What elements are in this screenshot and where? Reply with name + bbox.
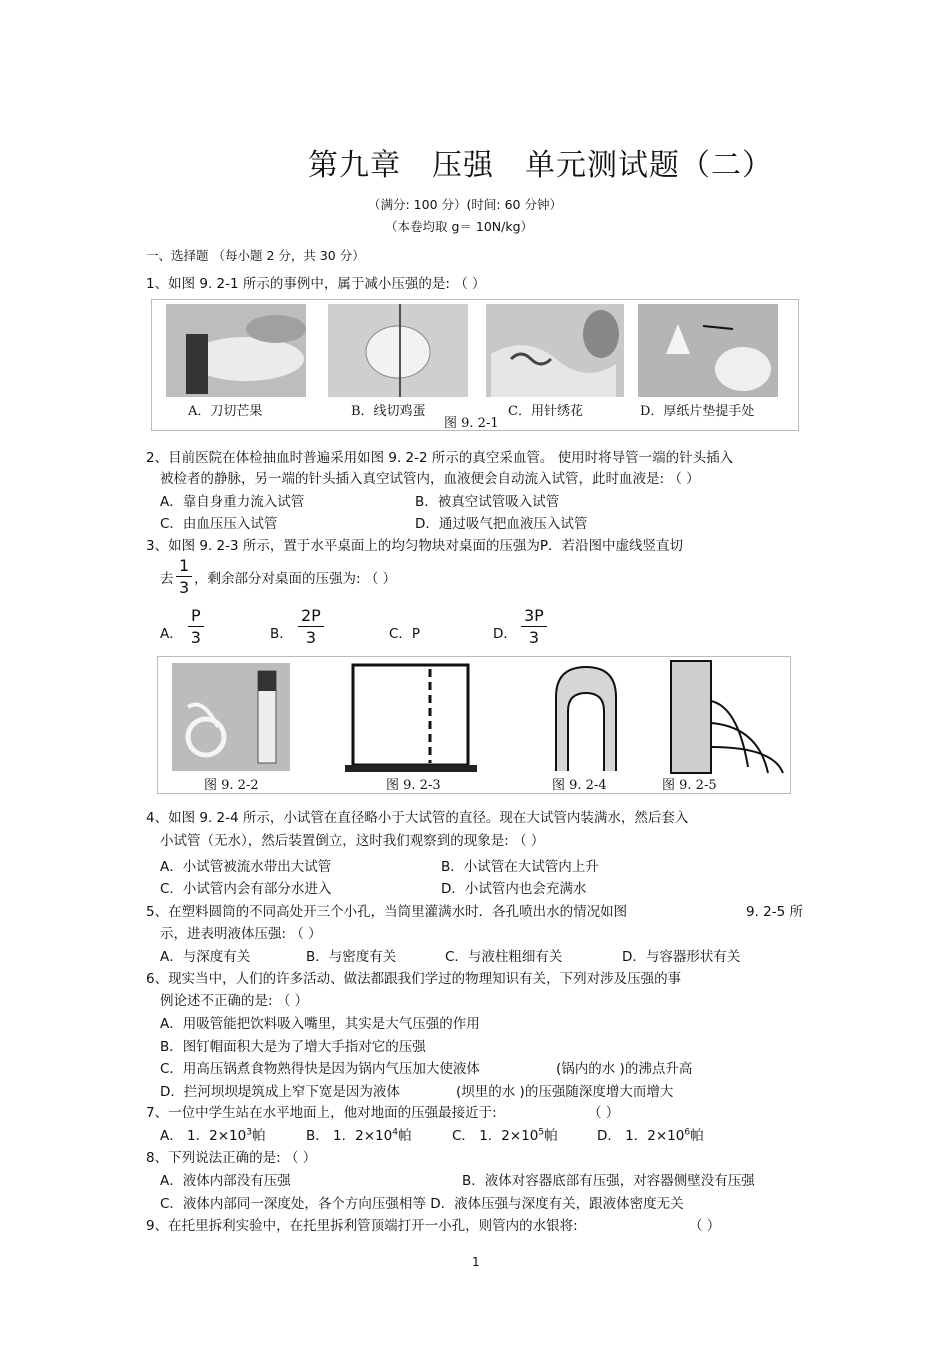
q2-option-d: D．通过吸气把血液压入试管	[415, 516, 588, 532]
q3-line1: 3、如图 9. 2-3 所示，置于水平桌面上的均匀物块对桌面的压强为P．若沿图中虚线竖直切	[146, 538, 684, 554]
page-number: 1	[472, 1255, 480, 1269]
q4-line2: 小试管（无水），然后装置倒立，这时我们观察到的现象是: （ ）	[160, 833, 545, 849]
q7-option-b	[306, 1124, 411, 1144]
fraction-numerator: P	[188, 606, 204, 627]
q7-option-b-unit: 帕	[397, 1128, 412, 1144]
figure-9-2-1	[151, 299, 799, 431]
figure-row-9-2-2-to-5	[157, 656, 791, 794]
q6-line1: 6、现实当中，人们的许多活动、做法都跟我们学过的物理知识有关，下列对涉及压强的事	[146, 971, 682, 987]
q7-option-d-unit: 帕	[690, 1128, 704, 1144]
q3-fraction-one-third	[176, 556, 192, 597]
q7-option-d-exp: 6	[684, 1127, 691, 1138]
q7-option-b-base: B． 1．2×10	[306, 1128, 393, 1144]
caption-b: B．线切鸡蛋	[351, 404, 426, 419]
q3-option-b-label: B．	[270, 626, 293, 642]
q3-line2-prefix: 去	[160, 571, 174, 587]
q9-stem: 9、在托里拆利实验中，在托里拆利管顶端打开一小孔，则管内的水银将:	[146, 1218, 578, 1234]
figure-label-9-2-5: 图 9. 2-5	[662, 778, 717, 793]
section-heading: 一、选择题 （每小题 2 分，共 30 分）	[146, 248, 365, 263]
q5-option-a: A．与深度有关	[160, 949, 251, 965]
needle-embroidery-illustration	[486, 304, 624, 397]
figure-label-9-2-4: 图 9. 2-4	[552, 778, 607, 793]
thread-egg-illustration	[328, 304, 468, 397]
q2-option-b: B．被真空试管吸入试管	[415, 494, 560, 510]
paper-handle-illustration	[638, 304, 778, 397]
q7-option-a-base: A． 1．2×10	[160, 1128, 247, 1144]
q7-option-a-unit: 帕	[251, 1128, 266, 1144]
fraction-numerator: 2P	[298, 606, 324, 627]
q7-option-c	[452, 1124, 558, 1144]
q7-option-c-base: C． 1．2×10	[452, 1128, 539, 1144]
figure-label-9-2-1: 图 9. 2-1	[444, 416, 499, 431]
q3-option-b-fraction	[298, 606, 324, 647]
q7-option-a-exp: 3	[246, 1127, 252, 1138]
page-title: 第九章 压强 单元测试题（二）	[308, 148, 773, 183]
photo-knife-mango	[166, 304, 306, 397]
q2-line1: 2、目前医院在体检抽血时普遍采用如图 9. 2-2 所示的真空采血管。 使用时将导管一端的针头插入	[146, 450, 734, 466]
photo-thread-egg	[328, 304, 468, 397]
q8-option-cd: C．液体内部同一深度处，各个方向压强相等 D．液体压强与深度有关，跟液体密度无关	[160, 1196, 684, 1212]
knife-mango-illustration	[166, 304, 306, 397]
figures-illustration	[158, 657, 790, 793]
q6-option-c: C．用高压锅煮食物熟得快是因为锅内气压加大使液体	[160, 1061, 480, 1077]
q7-option-b-exp: 4	[392, 1127, 398, 1138]
q6-line2: 例论述不正确的是: （ ）	[160, 993, 309, 1009]
caption-d: D．厚纸片垫提手处	[640, 404, 755, 419]
q2-option-c: C．由血压压入试管	[160, 516, 278, 532]
photo-needle-embroidery	[486, 304, 624, 397]
q6-option-c-cont: (锅内的水 )的沸点升高	[556, 1061, 693, 1077]
q3-option-d-fraction	[521, 606, 547, 647]
q7-option-a	[160, 1124, 265, 1144]
q5-option-d: D．与容器形状有关	[622, 949, 741, 965]
q8-option-a: A．液体内部没有压强	[160, 1173, 291, 1189]
q5-option-b: B．与密度有关	[306, 949, 397, 965]
gravity-note: （本卷均取 g＝ 10N/kg）	[385, 219, 534, 234]
q7-stem: 7、一位中学生站在水平地面上，他对地面的压强最接近于:	[146, 1105, 497, 1121]
q6-option-d: D．拦河坝坝堤筑成上窄下宽是因为液体	[160, 1084, 400, 1100]
q5-line1: 5、在塑料圆筒的不同高处开三个小孔，当筒里灌满水时．各孔喷出水的情况如图	[146, 904, 628, 920]
score-time-info: （满分: 100 分）(时间: 60 分钟）	[368, 197, 562, 212]
q6-option-a: A．用吸管能把饮料吸入嘴里，其实是大气压强的作用	[160, 1016, 480, 1032]
q3-line2-suffix: ，剩余部分对桌面的压强为: （ ）	[194, 571, 397, 587]
q7-option-d	[597, 1124, 704, 1144]
q4-option-d: D．小试管内也会充满水	[441, 881, 587, 897]
fraction-denominator: 3	[179, 578, 190, 597]
q9-answer-paren: （ ）	[689, 1218, 721, 1234]
q5-option-c: C．与液柱粗细有关	[445, 949, 563, 965]
q6-option-b: B．图钉帽面积大是为了增大手指对它的压强	[160, 1039, 426, 1055]
q3-option-d-label: D．	[493, 626, 517, 642]
caption-a: A．刀切芒果	[188, 404, 263, 419]
q5-line1-end: 9. 2-5 所	[746, 904, 804, 920]
q4-line1: 4、如图 9. 2-4 所示，小试管在直径略小于大试管的直径。现在大试管内装满水，然后套入	[146, 810, 689, 826]
q5-line2: 示，进表明液体压强: （ ）	[160, 926, 322, 942]
photo-paper-handle	[638, 304, 778, 397]
q3-option-c: C．P	[389, 626, 421, 642]
q4-option-c: C．小试管内会有部分水进入	[160, 881, 332, 897]
fraction-numerator: 3P	[521, 606, 547, 627]
q4-option-a: A．小试管被流水带出大试管	[160, 859, 332, 875]
q8-option-b: B．液体对容器底部有压强，对容器侧壁没有压强	[462, 1173, 755, 1189]
q3-option-a-fraction	[188, 606, 204, 647]
q2-line2: 被检者的静脉，另一端的针头插入真空试管内，血液便会自动流入试管，此时血液是: （ ）	[160, 471, 700, 487]
q7-option-c-unit: 帕	[544, 1128, 558, 1144]
q7-option-c-exp: 5	[538, 1127, 545, 1138]
fraction-denominator: 3	[305, 628, 316, 647]
q1-stem: 1、如图 9. 2-1 所示的事例中，属于减小压强的是: （ ）	[146, 276, 486, 292]
fraction-numerator: 1	[176, 556, 192, 577]
q4-option-b: B．小试管在大试管内上升	[441, 859, 599, 875]
q8-stem: 8、下列说法正确的是: （ ）	[146, 1150, 317, 1166]
figure-label-9-2-3: 图 9. 2-3	[386, 778, 441, 793]
q6-option-d-cont: (坝里的水 )的压强随深度增大而增大	[456, 1084, 674, 1100]
q3-option-a-label: A．	[160, 626, 183, 642]
caption-c: C．用针绣花	[508, 404, 583, 419]
q2-option-a: A．靠自身重力流入试管	[160, 494, 305, 510]
fraction-denominator: 3	[190, 628, 201, 647]
figure-label-9-2-2: 图 9. 2-2	[204, 778, 259, 793]
fraction-denominator: 3	[528, 628, 539, 647]
q7-answer-paren: （ ）	[588, 1105, 620, 1121]
q7-option-d-base: D． 1．2×10	[597, 1128, 685, 1144]
